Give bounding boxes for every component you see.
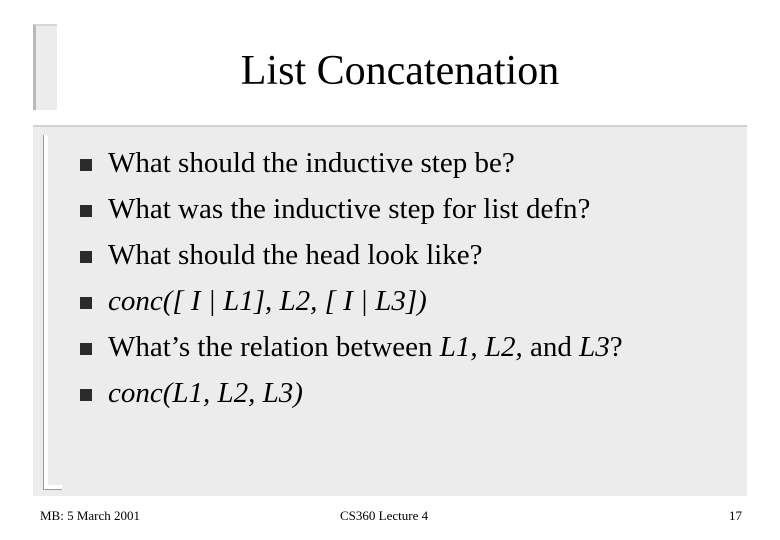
footer-author-date: MB: 5 March 2001 — [40, 508, 141, 523]
bullet-text: What should the head look like? — [108, 239, 483, 271]
bullet-text: What should the inductive step be? — [108, 147, 515, 179]
square-bullet-icon — [80, 389, 92, 401]
bullet-text-variables: L1, L2, — [439, 331, 523, 363]
content-bracket-foot — [43, 485, 62, 490]
bullet-text-part: ? — [609, 331, 623, 363]
square-bullet-icon — [80, 159, 92, 171]
bullet-text-variable: L3 — [579, 331, 610, 363]
content-bracket-decoration — [43, 135, 48, 490]
footer-page-number: 17 — [729, 508, 742, 523]
footer-course: CS360 Lecture 4 — [340, 508, 429, 523]
bullet-text: conc(L1, L2, L3) — [108, 377, 303, 409]
bullet-text — [108, 324, 623, 370]
bullet-text: What was the inductive step for list defn? — [108, 193, 591, 225]
bullet-text-part: and — [522, 331, 580, 363]
square-bullet-icon — [80, 251, 92, 263]
square-bullet-icon — [80, 205, 92, 217]
title-bracket-decoration — [33, 24, 57, 110]
bullet-text: conc([ I | L1], L2, [ I | L3]) — [108, 285, 427, 317]
square-bullet-icon — [80, 297, 92, 309]
square-bullet-icon — [80, 343, 92, 355]
slide-title: List Concatenation — [240, 48, 560, 94]
bullet-text-part: What’s the relation between — [108, 331, 440, 363]
